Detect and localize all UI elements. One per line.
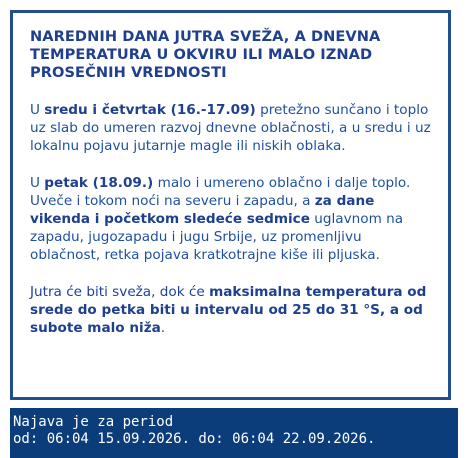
temperature-end: .: [160, 320, 166, 336]
friday-prefix: U: [30, 175, 45, 191]
forecast-paragraph-midweek: [30, 101, 434, 155]
forecast-paragraph-friday-weekend: [30, 174, 434, 264]
max-temperature: maksimalna temperatura od srede do petka biti u intervalu od 25 do 31 °S, a od subote malo niža: [30, 284, 427, 336]
period-label: Najava je za period: [13, 414, 174, 430]
midweek-prefix: U: [30, 102, 45, 118]
period-range: od: 06:04 15.09.2026. do: 06:04 22.09.2026.: [13, 431, 376, 447]
midweek-text: pretežno sunčano i toplo uz slab do umeren razvoj dnevne oblačnosti, a u sredu i uz lokalnu pojavu jutarnje magle ili niskih oblaka.: [30, 102, 431, 154]
forecast-paragraph-temperature: [30, 283, 434, 337]
weekend-period: za dane vikenda i početkom sledeće sedmice: [30, 193, 375, 227]
forecast-box: [10, 10, 451, 400]
friday-text: malo i umereno oblačno i dalje toplo. Uveče i tokom noći na severu i zapadu, a: [30, 175, 411, 209]
friday-day: petak (18.09.): [44, 175, 154, 191]
forecast-period-footer: [10, 408, 458, 458]
weekend-text: uglavnom na zapadu, jugozapadu i jugu Srbije, uz promenljivu oblačnost, retka pojava kratkotrajne kiše ili pljuska.: [30, 211, 404, 263]
temperature-text: Jutra će biti sveža, dok će: [30, 284, 210, 300]
forecast-headline: NAREDNIH DANA JUTRA SVEŽA, A DNEVNA TEMPERATURA U OKVIRU ILI MALO IZNAD PROSEČNIH VREDNOSTI: [30, 28, 381, 81]
midweek-days: sredu i četvrtak (16.-17.09): [44, 102, 256, 118]
